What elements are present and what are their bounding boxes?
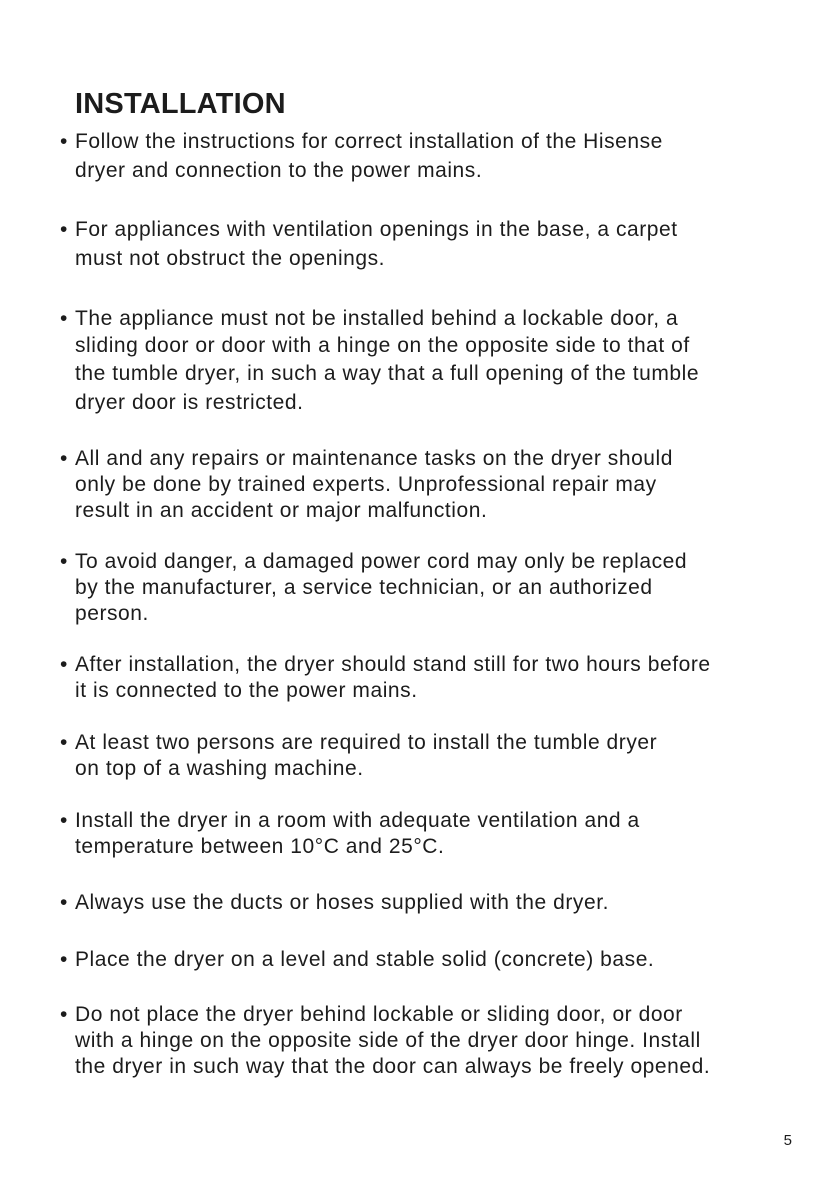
bullet-text: person. xyxy=(75,602,149,625)
list-item xyxy=(60,652,800,704)
list-item xyxy=(60,1002,800,1080)
bullet-text: it is connected to the power mains. xyxy=(75,679,418,702)
bullet-icon: • xyxy=(60,731,68,754)
bullet-text: dryer door is restricted. xyxy=(75,391,304,414)
list-item xyxy=(60,446,800,524)
list-item xyxy=(60,730,800,782)
bullet-text: Place the dryer on a level and stable solid (concrete) base. xyxy=(75,948,655,971)
list-item xyxy=(60,808,800,860)
bullet-text: sliding door or door with a hinge on the opposite side to that of xyxy=(75,334,690,357)
list-item xyxy=(60,129,800,184)
bullet-text: dryer and connection to the power mains. xyxy=(75,159,483,182)
bullet-icon: • xyxy=(60,1003,68,1026)
bullet-text: must not obstruct the openings. xyxy=(75,247,386,270)
bullet-text: All and any repairs or maintenance tasks on the dryer should xyxy=(75,447,673,470)
bullet-text: on top of a washing machine. xyxy=(75,757,364,780)
bullet-text: by the manufacturer, a service technician, or an authorized xyxy=(75,576,653,599)
list-item xyxy=(60,306,800,416)
bullet-text: Install the dryer in a room with adequate ventilation and a xyxy=(75,809,640,832)
bullet-text: At least two persons are required to install the tumble dryer xyxy=(75,731,658,754)
bullet-icon: • xyxy=(60,948,68,971)
bullet-text: The appliance must not be installed behind a lockable door, a xyxy=(75,307,679,330)
page-number: 5 xyxy=(783,1132,792,1149)
bullet-icon: • xyxy=(60,307,68,330)
bullet-text: only be done by trained experts. Unprofessional repair may xyxy=(75,473,657,496)
bullet-icon: • xyxy=(60,891,68,914)
bullet-text: the tumble dryer, in such a way that a full opening of the tumble xyxy=(75,362,700,385)
bullet-icon: • xyxy=(60,130,68,153)
bullet-text: temperature between 10°C and 25°C. xyxy=(75,835,445,858)
bullet-text: Follow the instructions for correct installation of the Hisense xyxy=(75,130,663,153)
list-item xyxy=(60,890,800,916)
bullet-text: To avoid danger, a damaged power cord may only be replaced xyxy=(75,550,688,573)
bullet-text: Do not place the dryer behind lockable or sliding door, or door xyxy=(75,1003,683,1026)
page-title: INSTALLATION xyxy=(75,88,286,120)
list-item xyxy=(60,217,800,272)
list-item xyxy=(60,549,800,627)
bullet-text: the dryer in such way that the door can always be freely opened. xyxy=(75,1055,711,1078)
bullet-text: with a hinge on the opposite side of the dryer door hinge. Install xyxy=(75,1029,701,1052)
list-item xyxy=(60,947,800,973)
bullet-text: For appliances with ventilation openings in the base, a carpet xyxy=(75,218,678,241)
bullet-text: Always use the ducts or hoses supplied with the dryer. xyxy=(75,891,609,914)
bullet-icon: • xyxy=(60,809,68,832)
bullet-icon: • xyxy=(60,218,68,241)
bullet-icon: • xyxy=(60,653,68,676)
bullet-text: result in an accident or major malfunction. xyxy=(75,499,488,522)
bullet-icon: • xyxy=(60,550,68,573)
bullet-text: After installation, the dryer should stand still for two hours before xyxy=(75,653,711,676)
bullet-icon: • xyxy=(60,447,68,470)
